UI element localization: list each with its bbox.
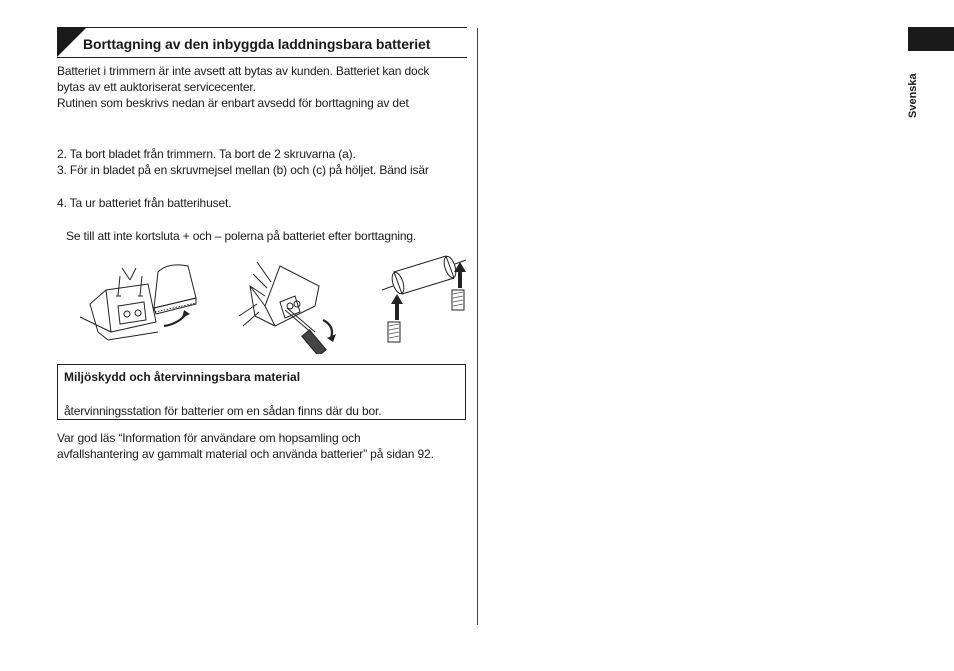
language-tab-marker [908, 27, 954, 51]
screwdriver-pry-illustration [235, 256, 350, 354]
column-divider [477, 28, 478, 625]
section-title: Borttagning av den inbyggda laddningsbara batteriet [83, 36, 431, 52]
trimmer-screws-illustration [78, 262, 203, 347]
step-3: 3. För in bladet på en skruvmejsel mellan (b) och (c) på höljet. Bänd isär [57, 163, 429, 177]
environment-box-title: Miljöskydd och återvinningsbara material [64, 370, 301, 384]
footer-note-line-2: avfallshantering av gammalt material och använda batterier” på sidan 92. [57, 447, 434, 461]
header-rule-bottom [57, 57, 467, 58]
step-4: 4. Ta ur batteriet från batterihuset. [57, 196, 232, 210]
intro-line-1: Batteriet i trimmern är inte avsett att bytas av kunden. Batteriet kan dock [57, 64, 430, 78]
intro-line-3: Rutinen som beskrivs nedan är enbart avsedd för borttagning av det [57, 96, 409, 110]
battery-removal-illustration [378, 250, 470, 350]
environment-box-text: återvinningsstation för batterier om en sådan finns där du bor. [64, 404, 382, 418]
intro-line-2: bytas av ett auktoriserat servicecenter. [57, 80, 256, 94]
language-label: Svenska [907, 73, 919, 118]
step-2: 2. Ta bort bladet från trimmern. Ta bort de 2 skruvarna (a). [57, 147, 356, 161]
header-rule-top [57, 27, 467, 28]
warning-text: Se till att inte kortsluta + och – polerna på batteriet efter borttagning. [66, 229, 417, 243]
footer-note-line-1: Var god läs “Information för användare om hopsamling och [57, 431, 361, 445]
